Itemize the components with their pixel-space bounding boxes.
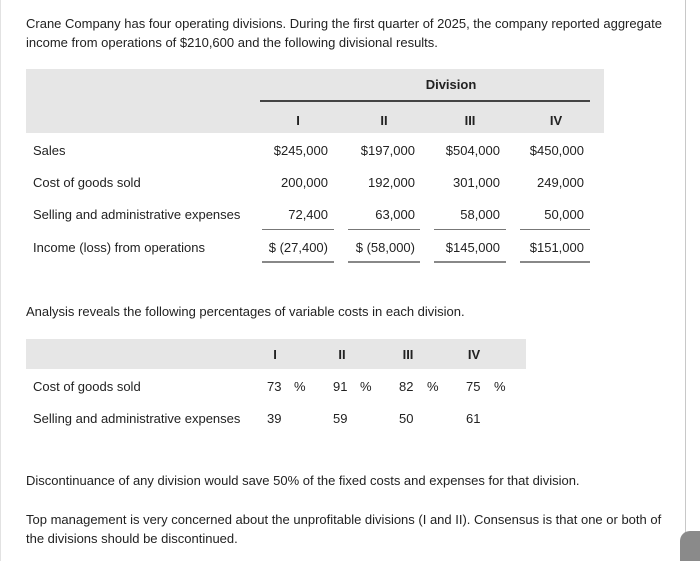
pct-column-header-iii: III — [402, 347, 414, 362]
total-rule-i — [262, 261, 334, 263]
subtotal-rule-ii — [348, 229, 420, 230]
pct-cogs-ii: 91 — [333, 379, 348, 394]
row-label-income: Income (loss) from operations — [33, 240, 205, 255]
row-label-selling-admin: Selling and administrative expenses — [33, 207, 241, 222]
selling-admin-division-ii: 63,000 — [375, 207, 415, 222]
scroll-handle[interactable] — [680, 531, 700, 561]
sales-division-ii: $197,000 — [360, 143, 415, 158]
pct-column-header-ii: II — [338, 347, 346, 362]
intro-paragraph: Crane Company has four operating divisions. During the first quarter of 2025, the company reported aggregate income from operations of $210,600 and the following divisional results. — [26, 16, 662, 50]
sales-division-iv: $450,000 — [529, 143, 584, 158]
pct-selling-admin-i: 39 — [267, 411, 282, 426]
cogs-division-iii: 301,000 — [453, 175, 500, 190]
variable-cost-table-header — [26, 339, 526, 369]
pct-sign-iii: % — [427, 379, 439, 394]
subtotal-rule-iii — [434, 229, 506, 230]
column-header-ii: II — [380, 113, 388, 128]
income-division-ii: $ (58,000) — [355, 240, 415, 255]
pct-row-label-selling-admin: Selling and administrative expenses — [33, 411, 241, 426]
column-header-iv: IV — [549, 113, 563, 128]
total-rule-ii — [348, 261, 420, 263]
pct-sign-i: % — [294, 379, 306, 394]
income-division-iii: $145,000 — [445, 240, 500, 255]
row-label-sales: Sales — [33, 143, 66, 158]
pct-column-header-iv: IV — [467, 347, 481, 362]
pct-cogs-i: 73 — [267, 379, 282, 394]
cogs-division-iv: 249,000 — [537, 175, 584, 190]
selling-admin-division-iv: 50,000 — [544, 207, 584, 222]
cogs-division-i: 200,000 — [281, 175, 328, 190]
total-rule-iii — [434, 261, 506, 263]
pct-cogs-iv: 75 — [466, 379, 481, 394]
pct-selling-admin-iv: 61 — [466, 411, 481, 426]
pct-selling-admin-iii: 50 — [399, 411, 414, 426]
column-header-i: I — [296, 113, 300, 128]
pct-row-label-cogs: Cost of goods sold — [33, 379, 141, 394]
management-paragraph: Top management is very concerned about the unprofitable divisions (I and II). Consensus is that one or both of the divisions should be discontinued. — [26, 512, 662, 546]
division-table-header — [26, 69, 604, 133]
pct-sign-iv: % — [494, 379, 506, 394]
pct-cogs-iii: 82 — [399, 379, 414, 394]
cogs-division-ii: 192,000 — [368, 175, 415, 190]
pct-selling-admin-ii: 59 — [333, 411, 348, 426]
analysis-paragraph: Analysis reveals the following percentages of variable costs in each division. — [26, 304, 465, 319]
pct-column-header-i: I — [273, 347, 277, 362]
column-header-iii: III — [464, 113, 476, 128]
subtotal-rule-i — [262, 229, 334, 230]
pct-sign-ii: % — [360, 379, 372, 394]
discontinuance-paragraph: Discontinuance of any division would save 50% of the fixed costs and expenses for that division. — [26, 473, 580, 488]
row-label-cogs: Cost of goods sold — [33, 175, 141, 190]
total-rule-iv — [520, 261, 590, 263]
income-division-iv: $151,000 — [529, 240, 584, 255]
selling-admin-division-i: 72,400 — [288, 207, 328, 222]
division-heading-rule — [260, 100, 590, 102]
income-division-i: $ (27,400) — [268, 240, 328, 255]
division-heading: Division — [425, 77, 477, 92]
sales-division-i: $245,000 — [273, 143, 328, 158]
subtotal-rule-iv — [520, 229, 590, 230]
selling-admin-division-iii: 58,000 — [460, 207, 500, 222]
sales-division-iii: $504,000 — [445, 143, 500, 158]
